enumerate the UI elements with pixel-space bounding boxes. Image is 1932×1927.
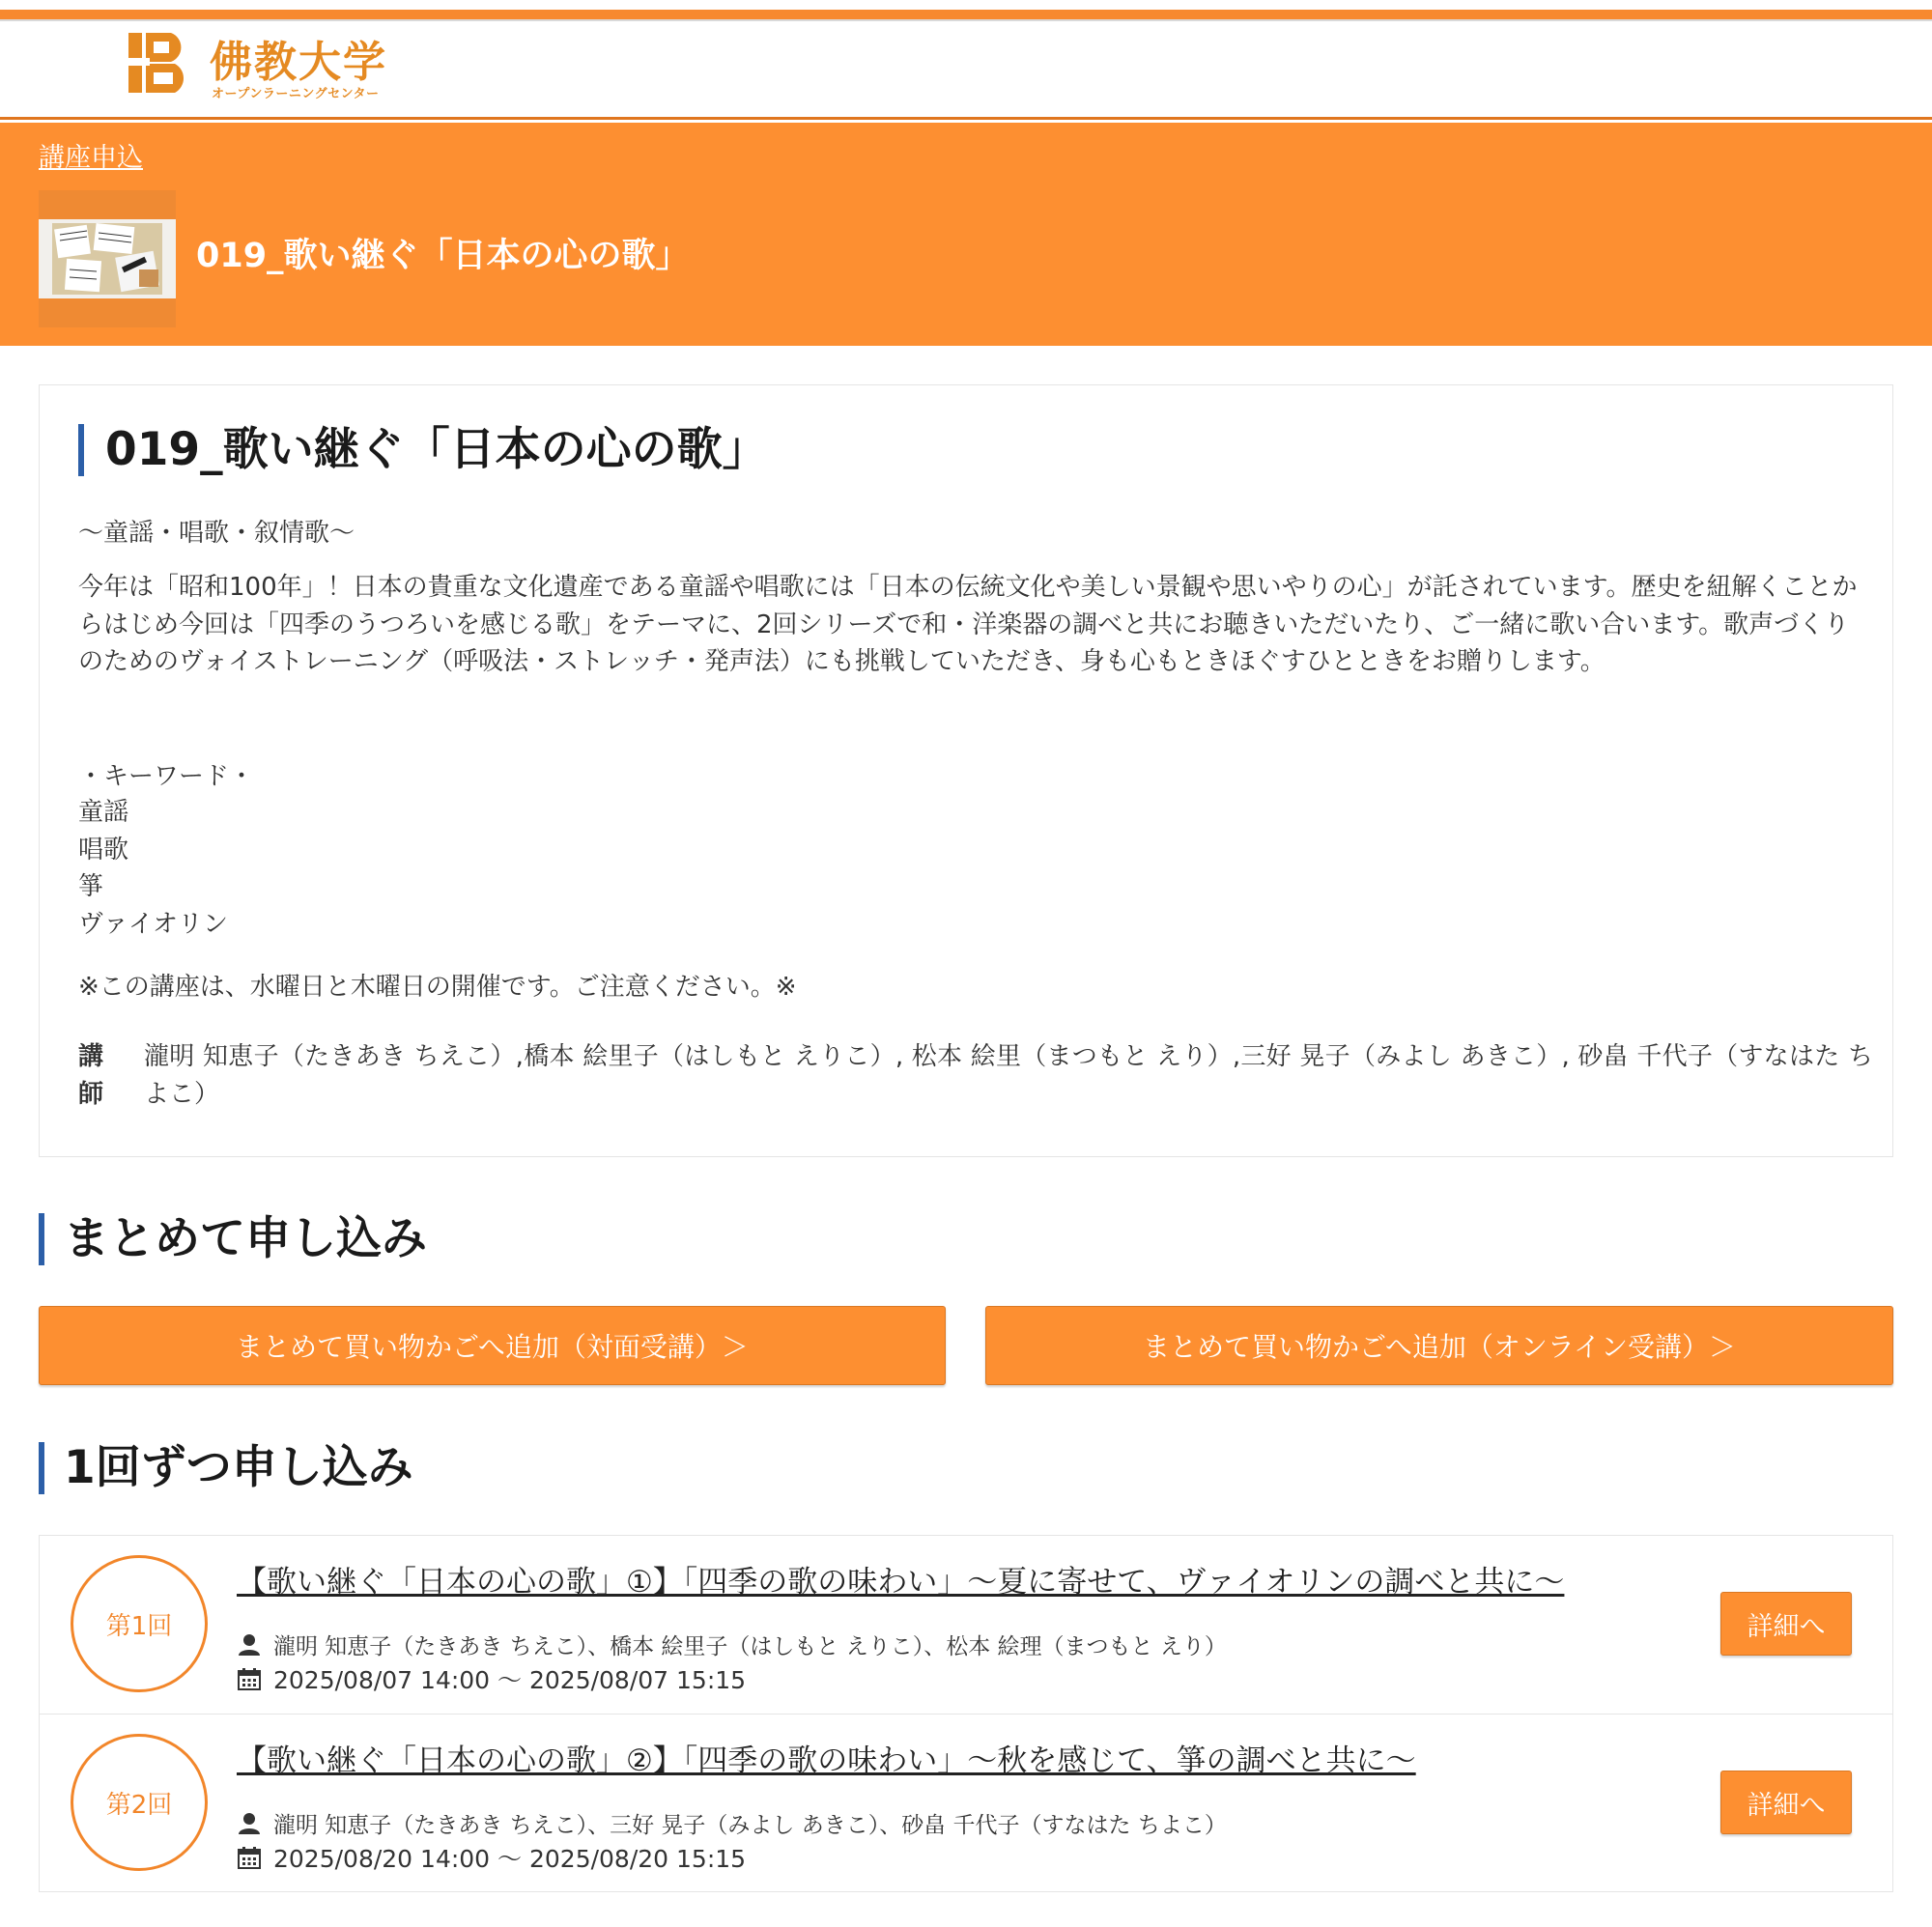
course-subtitle: 〜童謡・唱歌・叙情歌〜 [78,519,355,548]
session-datetime [237,1661,746,1696]
session-datetime-text: 2025/08/20 14:00 〜 2025/08/20 15:15 [273,1845,747,1873]
session-instructors-text: 瀧明 知恵子（たきあき ちえこ）、三好 晃子（みよし あきこ）、砂畠 千代子（すなはた ちよこ） [273,1813,1227,1838]
course-title: 019_歌い継ぐ「日本の心の歌」 [78,424,768,476]
session-instructors [237,1629,1227,1660]
instructor-list: 瀧明 知恵子（たきあき ちえこ）,橋本 絵里子（はしもと えりこ）, 松本 絵里（まつもと えり）,三好 晃子（みよし あきこ）, 砂畠 千代子（すなはた ちよこ） [144,1042,1873,1109]
user-icon [237,1633,262,1657]
course-description: 今年は「昭和100年」！日本の貴重な文化遺産である童謡や唱歌には「日本の伝統文化や美しい景観や思いやりの心」が託されています。歴史を紐解くことからはじめ今回は「四季のうつろいを感じる歌」をテーマに、2回シリーズで和・洋楽器の調べと共にお聴きいただいたり、ご一緒に歌い合います。歌声づくりのためのヴォイストレーニング（呼吸法・ストレッチ・発声法）にも挑戦していただき、身も心もときほぐすひとときをお贈りします。 [78,573,1858,676]
add-all-online-button[interactable]: まとめて買い物かごへ追加（オンライン受講）＞ [985,1306,1893,1385]
sheet-music-photo [39,219,176,298]
session-datetime [237,1840,746,1875]
logo-subtitle: オープンラーニングセンター [212,87,380,101]
keyword-item: ヴァイオリン [78,909,228,939]
course-description-card [39,384,1893,1157]
site-header [0,21,1932,120]
schedule-notice: ※この講座は、水曜日と木曜日の開催です。ご注意ください。※ [78,973,797,1002]
banner-course-title: 019_歌い継ぐ「日本の心の歌」 [196,237,690,275]
keyword-list [78,794,228,943]
top-accent-stripe [0,10,1932,19]
session-title-link[interactable]: 【歌い継ぐ「日本の心の歌」①】「四季の歌の味わい」〜夏に寄せて、ヴァイオリンの調べと共に〜 [237,1565,1565,1600]
session-item [40,1714,1892,1891]
user-icon [237,1812,262,1835]
session-number-badge: 第1回 [71,1555,208,1692]
keyword-item: 箏 [78,872,104,901]
session-datetime-text: 2025/08/07 14:00 〜 2025/08/07 15:15 [273,1666,747,1694]
session-item [40,1536,1892,1714]
course-thumbnail [39,190,176,327]
calendar-icon [237,1667,262,1690]
course-banner [0,123,1932,346]
add-all-in-person-button[interactable]: まとめて買い物かごへ追加（対面受講）＞ [39,1306,946,1385]
bulk-apply-heading: まとめて申し込み [39,1213,427,1265]
single-apply-heading: 1回ずつ申し込み [39,1442,413,1494]
logo-title: 佛教大学 [210,38,387,87]
session-detail-button[interactable]: 詳細へ [1720,1592,1852,1656]
calendar-icon [237,1846,262,1869]
instructor-label: 講師 [78,1042,104,1109]
session-instructors [237,1807,1227,1839]
session-detail-button[interactable]: 詳細へ [1720,1771,1852,1834]
keyword-item: 唱歌 [78,835,129,864]
session-list [39,1535,1893,1892]
site-logo[interactable] [128,29,418,106]
bukkyo-university-logo-icon [128,29,196,99]
breadcrumb-link[interactable]: 講座申込 [39,143,143,173]
session-instructors-text: 瀧明 知恵子（たきあき ちえこ）、橋本 絵里子（はしもと えりこ）、松本 絵理（まつもと えり） [273,1634,1227,1659]
session-title-link[interactable]: 【歌い継ぐ「日本の心の歌」②】「四季の歌の味わい」〜秋を感じて、箏の調べと共に〜 [237,1743,1416,1778]
session-number-badge: 第2回 [71,1734,208,1871]
keyword-heading: ・キーワード・ [78,762,255,791]
keyword-item: 童謡 [78,798,129,827]
